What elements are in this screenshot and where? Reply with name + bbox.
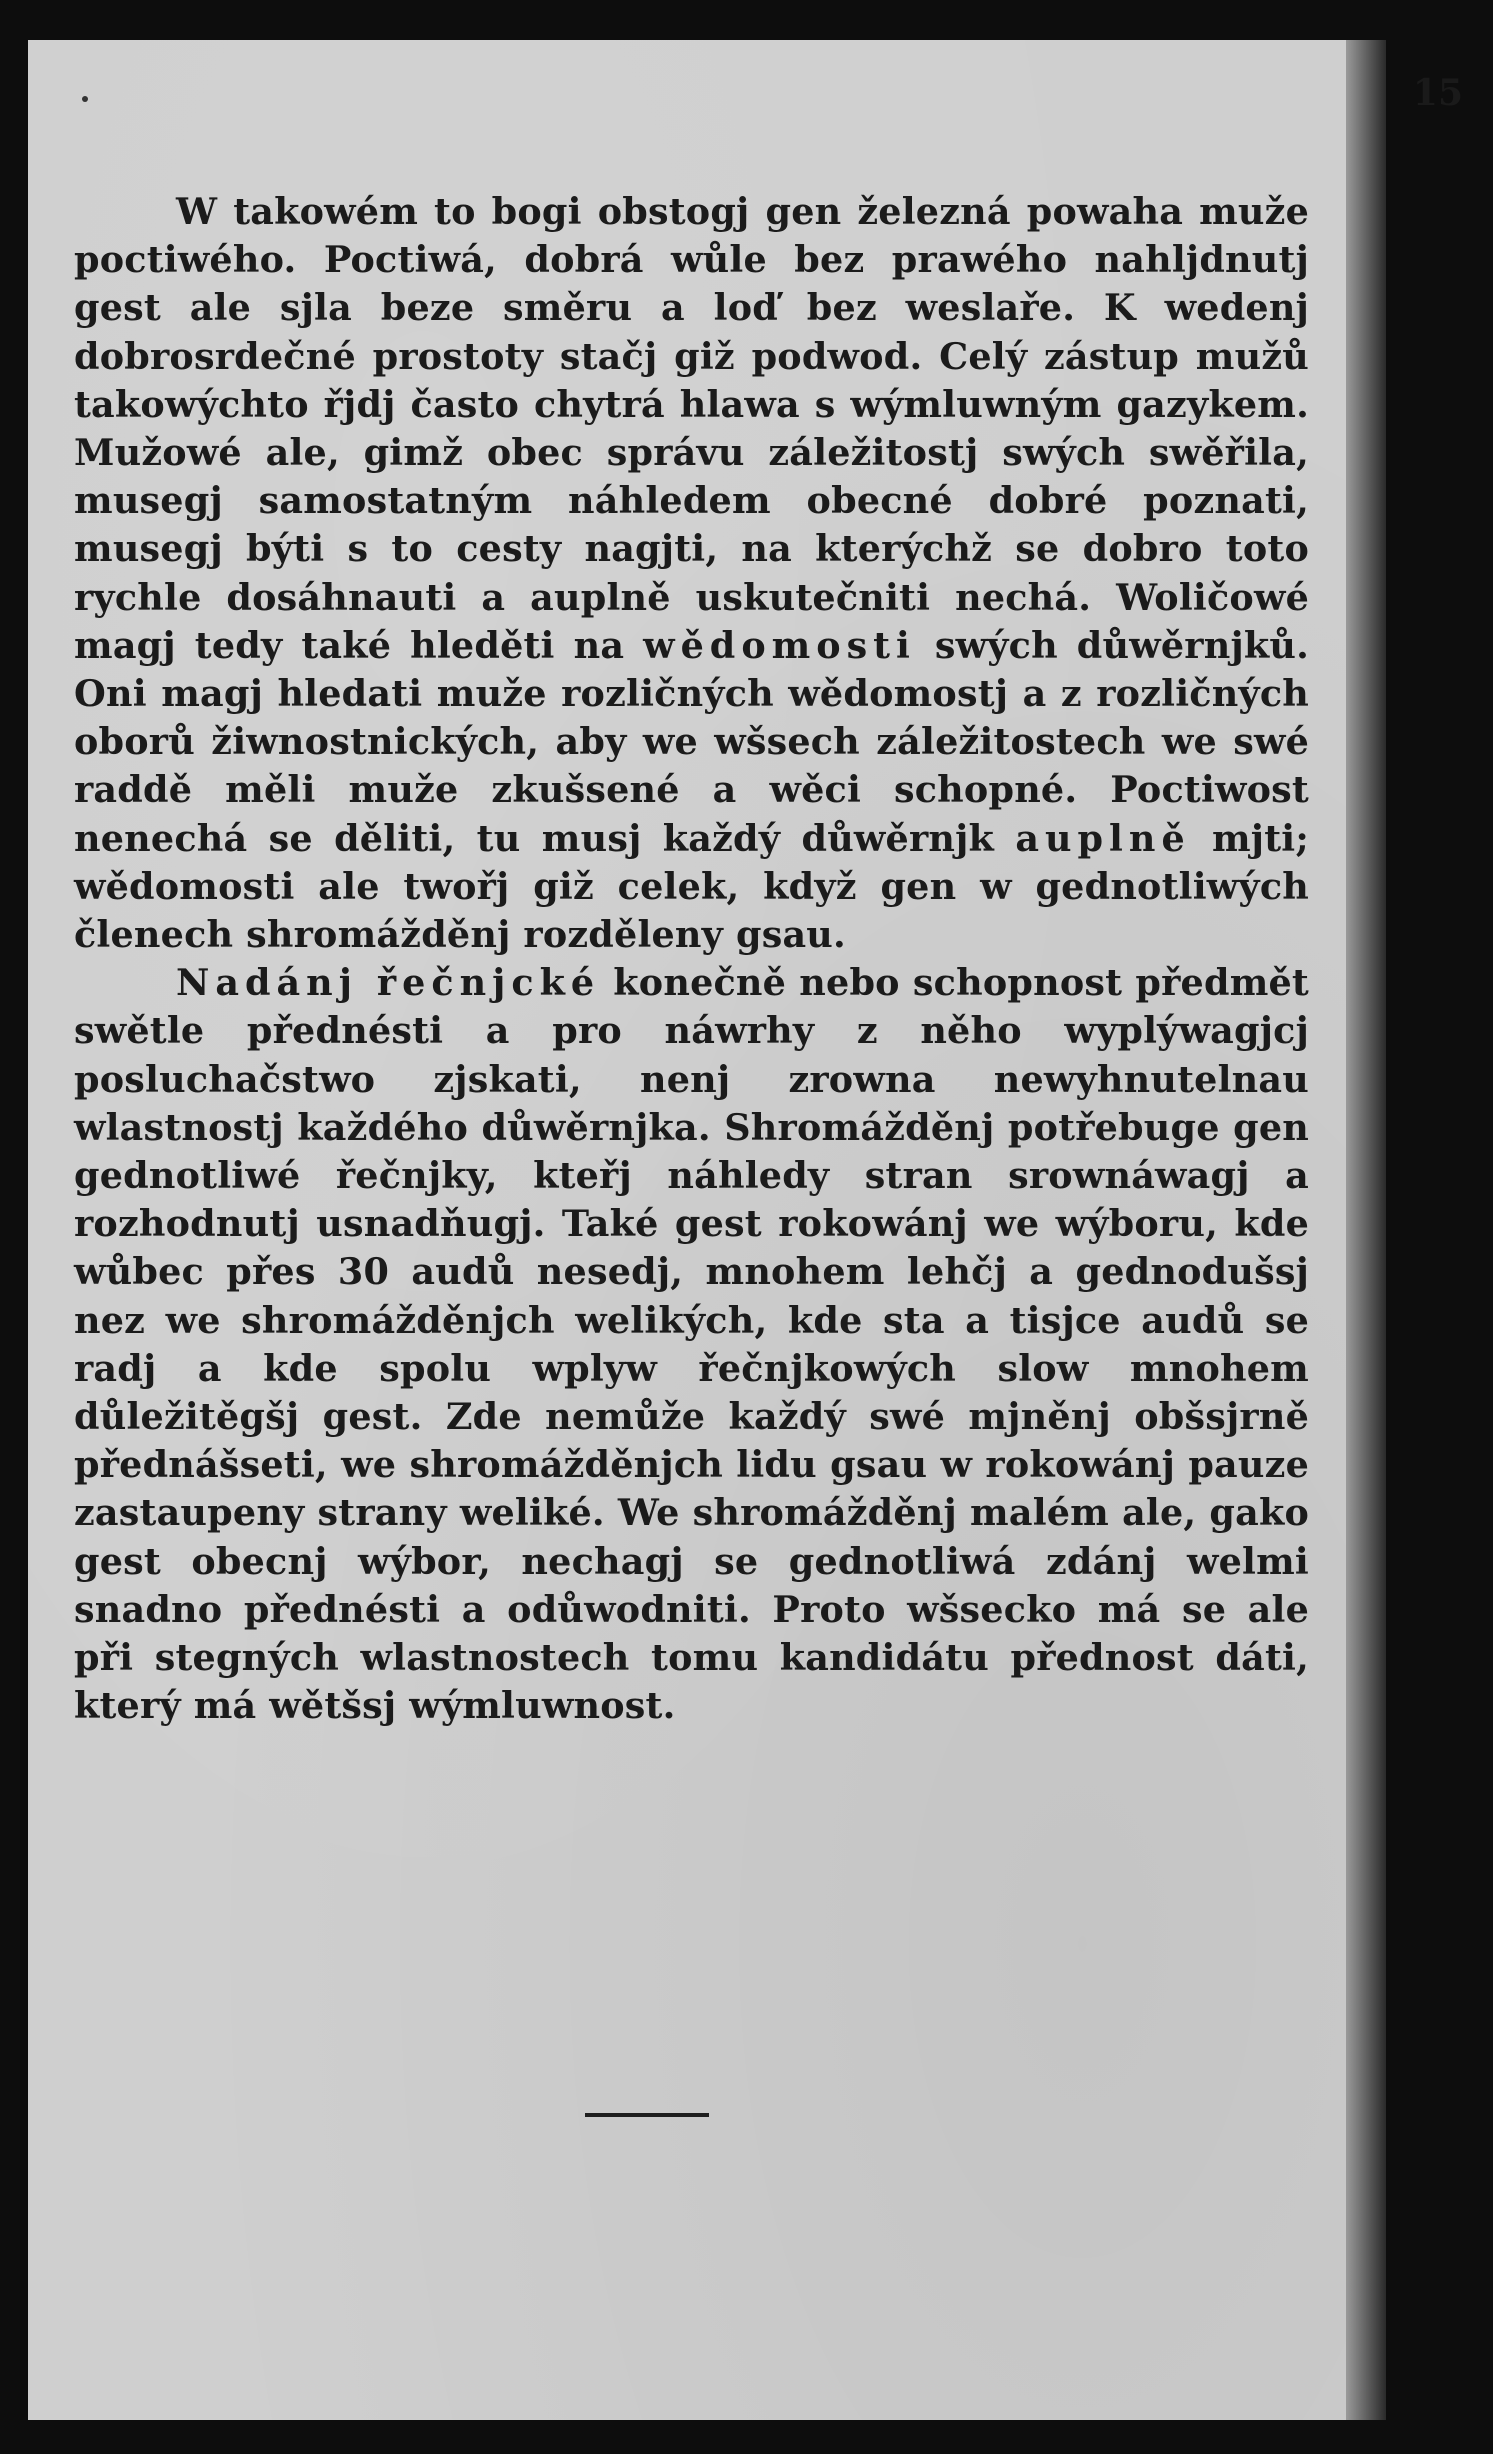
paragraph-2 <box>74 959 1309 1730</box>
page-edge-shadow <box>1346 40 1386 2420</box>
paragraph-1-text-continued: swých důwěrnjků. Oni magj hledati muže rozličných wědomostj a z rozličných oborů žiwnostnických, aby we wšsech záležitostech we swé raddě měli muže zkušsené a wěci schopné. Poctiwost nenechá se děliti, tu musj každý důwěrnjk <box>74 623 1310 860</box>
print-speck <box>82 96 88 102</box>
paragraph-1-text-end: mjti; wědomosti ale twořj giž celek, když gen w gednotliwých členech shromážděnj rozděleny gsau. <box>74 816 1310 957</box>
paragraph-2-text: konečně nebo schopnost předmět swětle přednésti a pro náwrhy z něho wyplýwagjcj posluchačstwo zjskati, nenj zrowna newyhnutelnau wlastnostj každého důwěrnjka. Shromážděnj potřebuge gen gednotliwé řečnjky, kteřj náhledy stran srownáwagj a rozhodnutj usnadňugj. Také gest rokowánj we wýboru, kde wůbec přes 30 audů nesedj, mnohem lehčj a gednodušsj nez we shromážděnjch welikých, kde sta a tisjce audů se radj a kde spolu wplyw řečnjkowých slow mnohem důležitěgšj gest. Zde nemůže každý swé mjněnj obšsjrně přednášseti, we shromážděnjch lidu gsau w rokowánj pauze zastaupeny strany weliké. We shromážděnj malém ale, gako gest obecnj wýbor, nechagj se gednotliwá zdánj welmi snadno přednésti a odůwodniti. Proto wšsecko má se ale při stegných wlastnostech tomu kandidátu přednost dáti, který má wětšsj wýmluwnost. <box>74 961 1309 1728</box>
section-end-rule <box>585 2113 709 2117</box>
page-number: 15 <box>1412 72 1463 114</box>
spaced-emphasis-wedomosti: wědomosti <box>643 623 916 667</box>
paragraph-1 <box>74 188 1309 959</box>
body-text <box>74 188 1309 1731</box>
spaced-emphasis-auplne: auplně <box>1015 816 1191 860</box>
spaced-emphasis-nadani: Nadánj řečnjcké <box>176 961 601 1005</box>
paragraph-1-text: W takowém to bogi obstogj gen železná powaha muže poctiwého. Poctiwá, dobrá wůle bez prawého nahljdnutj gest ale sjla beze směru a loď bez weslaře. K wedenj dobrosrdečné prostoty stačj giž podwod. Celý zástup mužů takowýchto řjdj často chytrá hlawa s wýmluwným gazykem. Mužowé ale, gimž obec správu záležitostj swých swěřila, musegj samostatným náhledem obecné dobré poznati, musegj býti s to cesty nagjti, na kterýchž se dobro toto rychle dosáhnauti a auplně uskutečniti nechá. Woličowé magj tedy také hleděti na <box>74 190 1309 667</box>
